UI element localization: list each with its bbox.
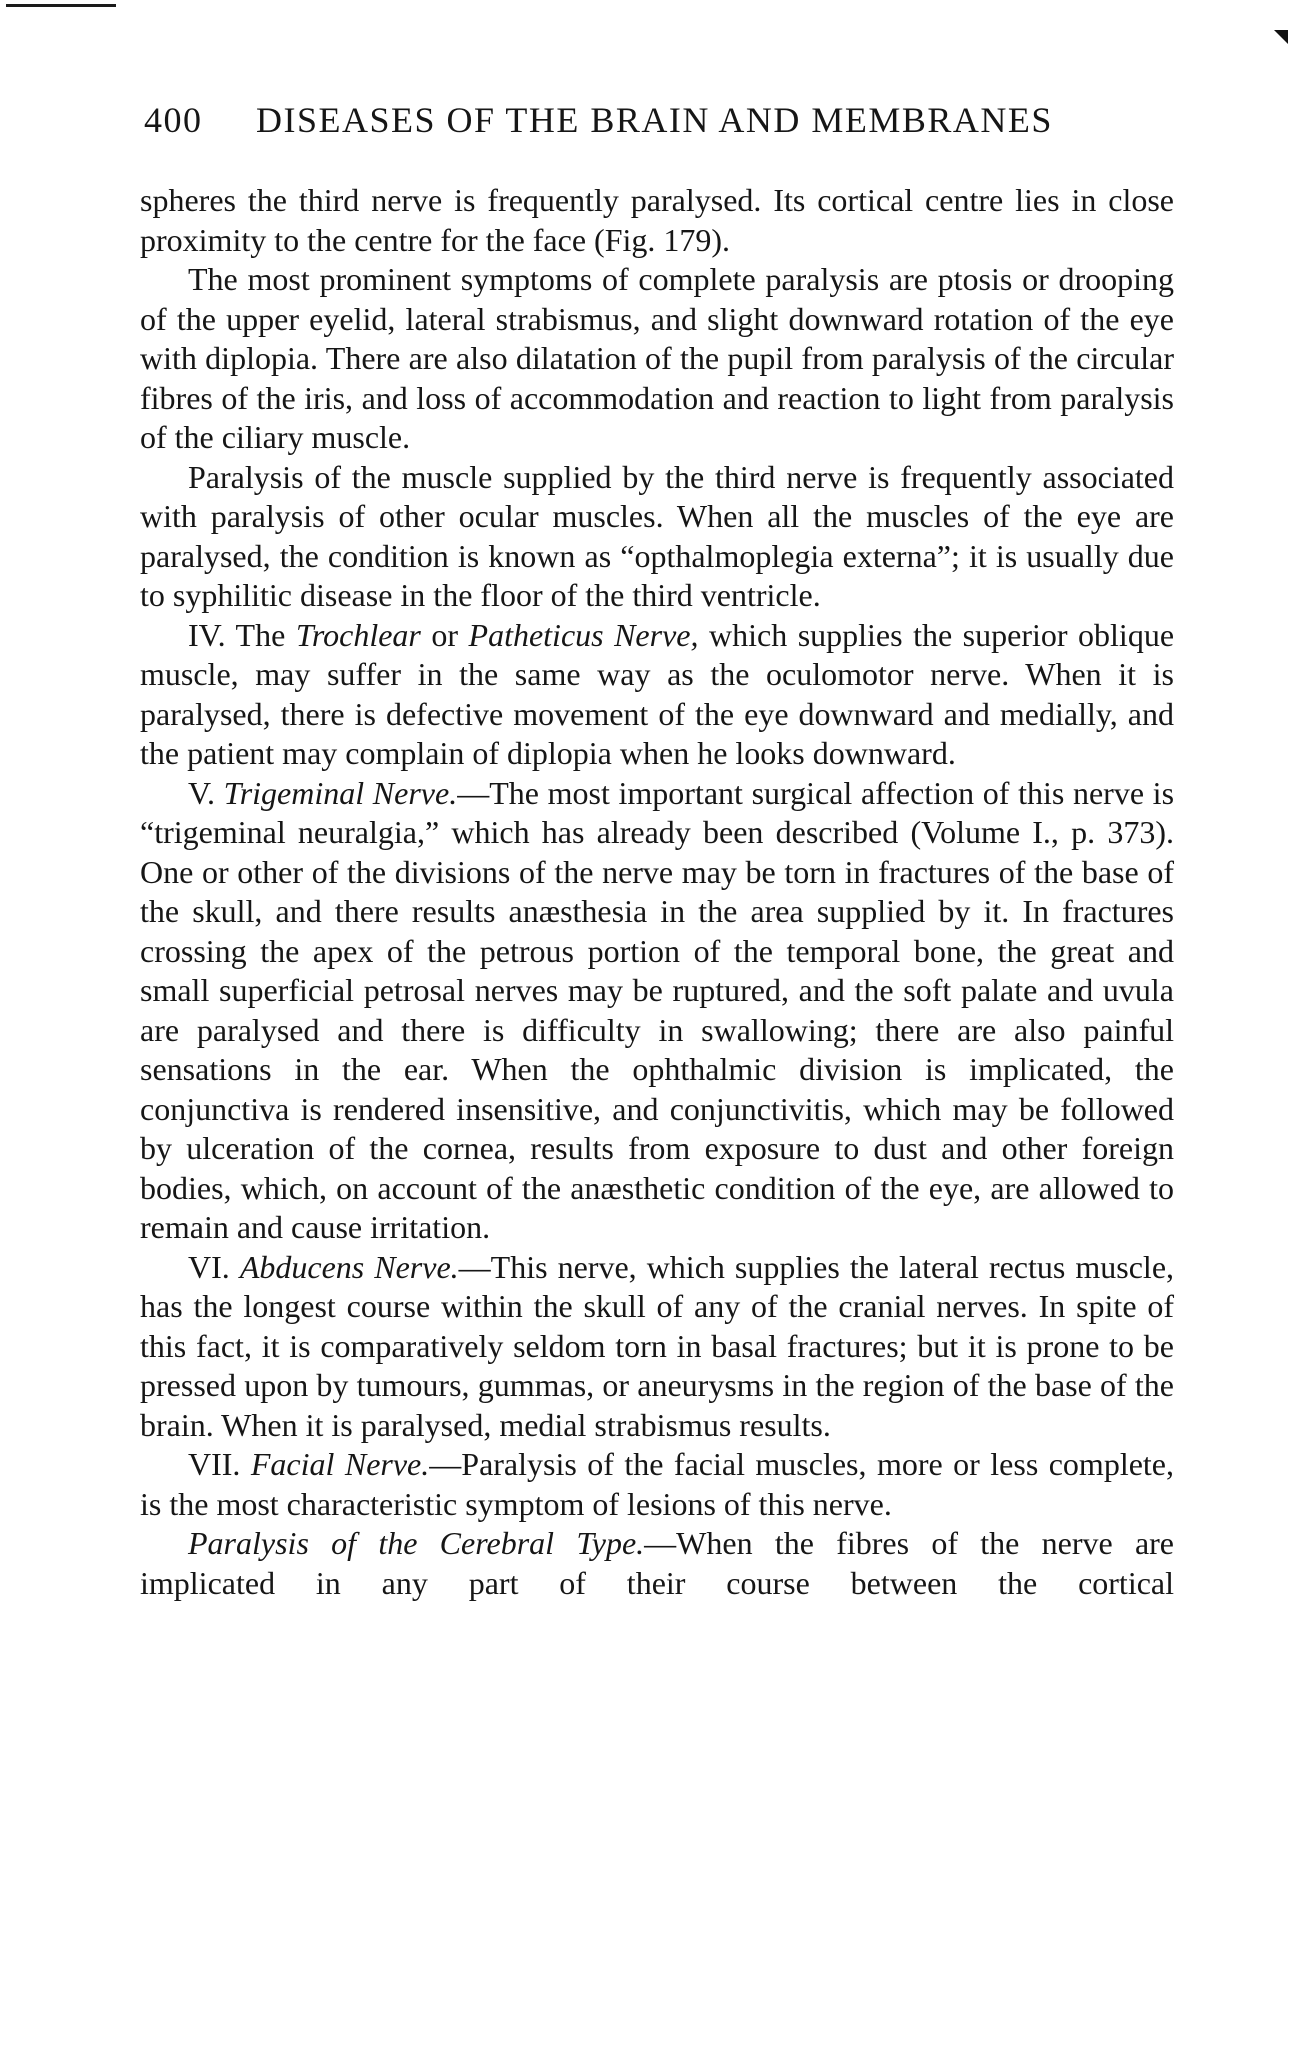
paragraph-third-nerve-symptoms: The most prominent symptoms of complete paralysis are ptosis or drooping of the upper eyelid, lateral strabismus, and slight downward rotation of the eye with diplopia. There are also dilatation of the pupil from paralysis of the circular fibres of the iris, and loss of accommodation and reaction to light from paralysis of the ciliary muscle. [140, 261, 1174, 455]
paragraph-continuation: spheres the third nerve is frequently paralysed. Its cortical centre lies in close proximity to the centre for the face (Fig. 179). [140, 182, 1174, 258]
running-header [144, 96, 1154, 144]
page-number: 400 [144, 100, 203, 140]
section-heading-facial: Facial Nerve. [250, 1446, 430, 1482]
section-heading-trigeminal: Trigeminal Nerve. [223, 774, 458, 811]
section-heading-abducens: Abducens Nerve. [239, 1248, 459, 1285]
body-text [140, 181, 1174, 1603]
paragraph-trochlear-nerve: IV. The Trochlear or Patheticus Nerve, which supplies the superior oblique muscle, may suffer in the same way as the oculomotor nerve. When it is paralysed, there is defective movement of the eye downward and medially, and the patient may complain of diplopia when he looks downward. [140, 616, 1175, 771]
section-heading-cerebral-type: Paralysis of the Cerebral Type. [188, 1525, 645, 1561]
scan-edge-mark [6, 4, 116, 7]
section-heading-trochlear: Trochlear [295, 616, 421, 653]
running-title: DISEASES OF THE BRAIN AND MEMBRANES [256, 100, 1053, 140]
section-heading-patheticus: Patheticus Nerve, [468, 616, 699, 653]
paragraph-ophthalmoplegia: Paralysis of the muscle supplied by the third nerve is frequently associated with paralysis of other ocular muscles. When all the muscles of the eye are paralysed, the condition is known as “opthalmoplegia externa”; it is usually due to syphilitic disease in the floor of the third ventricle. [140, 458, 1174, 613]
corner-mark [1274, 30, 1288, 44]
paragraph-cerebral-type: Paralysis of the Cerebral Type.—When the fibres of the nerve are implicated in any part of their course between the cortical [140, 1525, 1175, 1601]
paragraph-facial-nerve: VII. Facial Nerve.—Paralysis of the facial muscles, more or less complete, is the most characteristic symptom of lesions of this nerve. [140, 1446, 1175, 1522]
paragraph-trigeminal-nerve: V. Trigeminal Nerve.—The most important surgical affection of this nerve is “trigeminal neuralgia,” which has already been described (Volume I., p. 373). One or other of the divisions of the nerve may be torn in fractures of the base of the skull, and there results anæsthesia in the area supplied by it. In fractures crossing the apex of the petrous portion of the temporal bone, the great and small superficial petrosal nerves may be ruptured, and the soft palate and uvula are paralysed and there is difficulty in swallowing; there are also painful sensations in the ear. When the ophthalmic division is implicated, the conjunctiva is rendered insensitive, and conjunctivitis, which may be followed by ulceration of the cornea, results from exposure to dust and other foreign bodies, which, on account of the anæsthetic condition of the eye, are allowed to remain and cause irritation. [140, 774, 1175, 1245]
paragraph-abducens-nerve: VI. Abducens Nerve.—This nerve, which supplies the lateral rectus muscle, has the longest course within the skull of any of the cranial nerves. In spite of this fact, it is comparatively seldom torn in basal fractures; but it is prone to be pressed upon by tumours, gummas, or aneurysms in the region of the base of the brain. When it is paralysed, medial strabismus results. [140, 1248, 1175, 1443]
